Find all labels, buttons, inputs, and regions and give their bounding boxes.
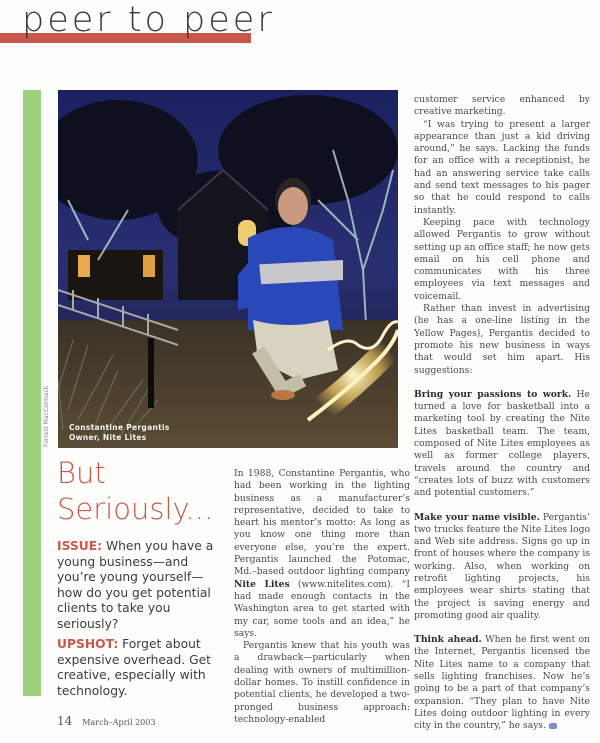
- caption-name: Constantine Pergantis: [69, 423, 170, 432]
- tip-text: Pergantis’ two trucks feature the Nite Lites logo and Web site address. Signs go up in front of houses where the company is working. Also, when working on retrofit lighting projects, his employees wear shirts stating that the project is saving energy and promoting good air quality.: [414, 511, 590, 621]
- page-number: 14: [57, 714, 73, 728]
- upshot-block: [57, 637, 225, 699]
- section-title: peer to peer: [22, 0, 275, 40]
- photo-illustration: [58, 90, 398, 448]
- tip-paragraph: [414, 634, 590, 732]
- tip-text: He turned a love for basketball into a marketing tool by creating the Nite Lites basketball team. The team, composed of Nite Lites employees as well as former college players, travels around the country and “creates lots of buzz with customers and potential customers.”: [414, 388, 590, 499]
- paragraph-text: In 1988, Constantine Pergantis, who had been working in the lighting business as a manufacturer’s representative, decided to take to heart his mentor’s motto: As long as you know one thing more than everyone else, you’re the expert. Pergantis launched the Potomac, Md.–based outdoor lighting company: [234, 468, 410, 578]
- article-paragraph: “I was trying to present a larger appearance than just a kid driving around,” he says. Lacking the funds for an office with a receptionist, he had an answering service take calls and send text messages to his pager so that he could respond to calls instantly.: [414, 118, 590, 216]
- tip-title: Bring your passions to work.: [414, 388, 572, 400]
- photo-credit: Forrest MacCormack: [43, 385, 50, 447]
- end-of-article-icon: [549, 723, 557, 729]
- tip-paragraph: [414, 512, 590, 623]
- article-paragraph: [234, 468, 410, 640]
- company-name: Nite Lites: [234, 578, 290, 590]
- article-paragraph: customer service enhanced by creative marketing.: [414, 94, 590, 118]
- article-paragraph: Rather than invest in advertising (he has a one-line listing in the Yellow Pages), Pergantis decided to promote his new business in ways that would set him apart. His suggestions:: [414, 303, 590, 376]
- article-paragraph: Pergantis knew that his youth was a drawback—particularly when dealing with owners of multimillion-dollar homes. To instill confidence in potential clients, he developed a two-pronged business approach: technology-enabled: [234, 640, 410, 725]
- article-column-2: [414, 94, 590, 733]
- tip-paragraph: [414, 389, 590, 500]
- tip-text: When he first went on the Internet, Pergantis licensed the Nite Lites name to a company that sells lighting franchises. Now he’s going to be a part of that company’s expansion. “They plan to have Nite Lites doing outdoor lighting in every city in the country,” he says.: [414, 634, 590, 732]
- upshot-label: UPSHOT:: [57, 637, 119, 651]
- tip-title: Think ahead.: [414, 634, 482, 646]
- tip-title: Make your name visible.: [414, 511, 540, 523]
- article-column-1: [234, 468, 410, 726]
- issue-block: [57, 539, 225, 633]
- caption-role: Owner, Nite Lites: [69, 433, 147, 442]
- issue-date: March–April 2003: [82, 718, 156, 727]
- page-footer: [57, 710, 155, 729]
- feature-photo: [58, 90, 398, 448]
- upshot-text: Forget about expensive overhead. Get creative, especially with technology.: [57, 637, 212, 698]
- sidebar-accent-bar: [23, 90, 41, 696]
- headline-text: But Seriously...: [57, 456, 214, 526]
- issue-label: ISSUE:: [57, 539, 103, 553]
- paragraph-text: (www.nitelites.com). “I had made enough contacts in the Washington area to get started with my car, some tools and an idea,” he says.: [234, 578, 410, 639]
- sidebar-headline: [57, 455, 214, 527]
- issue-text: When you have a young business—and you’re young yourself—how do you get potential clients to take you seriously?: [57, 539, 214, 631]
- photo-caption: [69, 423, 170, 443]
- article-paragraph: Keeping pace with technology allowed Pergantis to grow without setting up an office staff; he now gets email on his cell phone and communicates with his three employees via text messages and voicemail.: [414, 216, 590, 302]
